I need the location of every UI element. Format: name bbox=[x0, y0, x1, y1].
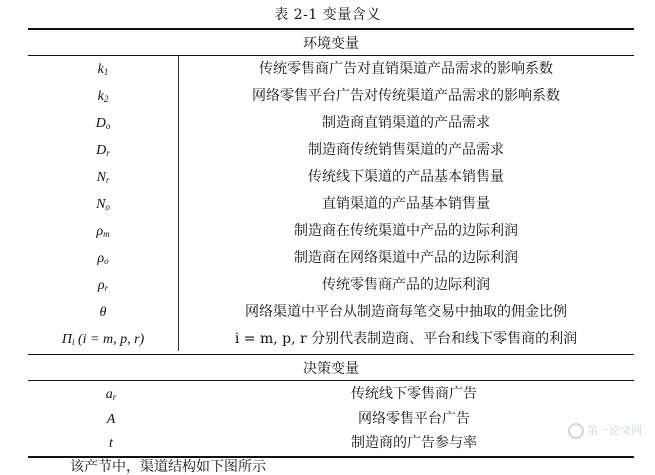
watermark-text: 第一论文网 bbox=[587, 424, 642, 437]
section-header-decision: 决策变量 bbox=[303, 361, 359, 377]
variable-symbol: $\rho_m$ bbox=[96, 224, 110, 239]
variable-symbol: $D_o$ bbox=[95, 116, 111, 131]
environment-variable-row bbox=[28, 110, 634, 137]
decision-variable-row bbox=[28, 406, 634, 433]
variable-description: 制造商的广告参与率 bbox=[351, 435, 477, 451]
variable-symbol: θ bbox=[99, 305, 107, 320]
variable-description: i = m, p, r 分别代表制造商、平台和线下零售商的利润 bbox=[234, 331, 578, 347]
watermark-logo-icon bbox=[568, 423, 584, 439]
variable-symbol: $D_r$ bbox=[96, 143, 110, 158]
variable-symbol: t bbox=[109, 436, 113, 451]
variable-symbol: $\Pi_i$ (i = m, p, r) bbox=[61, 332, 145, 347]
environment-variable-row bbox=[28, 83, 634, 110]
environment-variable-row bbox=[28, 326, 634, 353]
environment-variable-row bbox=[28, 191, 634, 218]
environment-variable-row bbox=[28, 272, 634, 299]
section-rule-decision-top bbox=[28, 354, 634, 355]
environment-variable-row bbox=[28, 218, 634, 245]
variable-description: 传统零售商广告对直销渠道产品需求的影响系数 bbox=[259, 61, 553, 77]
variable-description: 网络零售平台广告 bbox=[358, 410, 470, 427]
variable-symbol: A bbox=[106, 411, 116, 427]
trailing-paragraph: 该产节中，渠道结构如下图所示 bbox=[70, 459, 266, 475]
variable-description: 网络零售平台广告对传统渠道产品需求的影响系数 bbox=[252, 88, 560, 104]
variable-symbol: $a_r$ bbox=[105, 387, 117, 402]
variable-description: 制造商直销渠道的产品需求 bbox=[322, 115, 490, 131]
decision-variable-row bbox=[28, 381, 634, 408]
variable-symbol: $N_o$ bbox=[96, 197, 110, 212]
variable-symbol: $N_r$ bbox=[96, 170, 110, 185]
variable-description: 网络渠道中平台从制造商每笔交易中抽取的佣金比例 bbox=[245, 304, 567, 320]
table-top-rule bbox=[28, 28, 634, 30]
environment-variable-row bbox=[28, 137, 634, 164]
table-caption: 表 2-1 变量含义 bbox=[274, 7, 381, 23]
environment-variable-row bbox=[28, 56, 634, 83]
variable-description: 传统线下零售商广告 bbox=[351, 386, 477, 402]
environment-variable-row bbox=[28, 164, 634, 191]
variable-description: 传统线下渠道的产品基本销售量 bbox=[308, 169, 504, 185]
environment-variable-row bbox=[28, 299, 634, 326]
variable-description: 制造商在网络渠道中产品的边际利润 bbox=[294, 250, 518, 266]
variable-symbol: $k_2$ bbox=[97, 89, 109, 104]
variable-description: 制造商在传统渠道中产品的边际利润 bbox=[294, 223, 518, 239]
table-bottom-rule bbox=[28, 456, 634, 458]
variable-symbol: $\rho_o$ bbox=[97, 251, 109, 266]
variable-description: 直销渠道的产品基本销售量 bbox=[322, 196, 490, 212]
variable-description: 制造商传统销售渠道的产品需求 bbox=[308, 142, 504, 158]
section-header-environment: 环境变量 bbox=[303, 36, 359, 52]
variable-description: 传统零售商产品的边际利润 bbox=[322, 277, 490, 293]
variable-symbol: $k_1$ bbox=[97, 62, 109, 77]
environment-variable-row bbox=[28, 245, 634, 272]
variable-symbol: $\rho_r$ bbox=[97, 278, 109, 293]
decision-variable-row bbox=[28, 430, 634, 457]
watermark bbox=[568, 420, 655, 442]
